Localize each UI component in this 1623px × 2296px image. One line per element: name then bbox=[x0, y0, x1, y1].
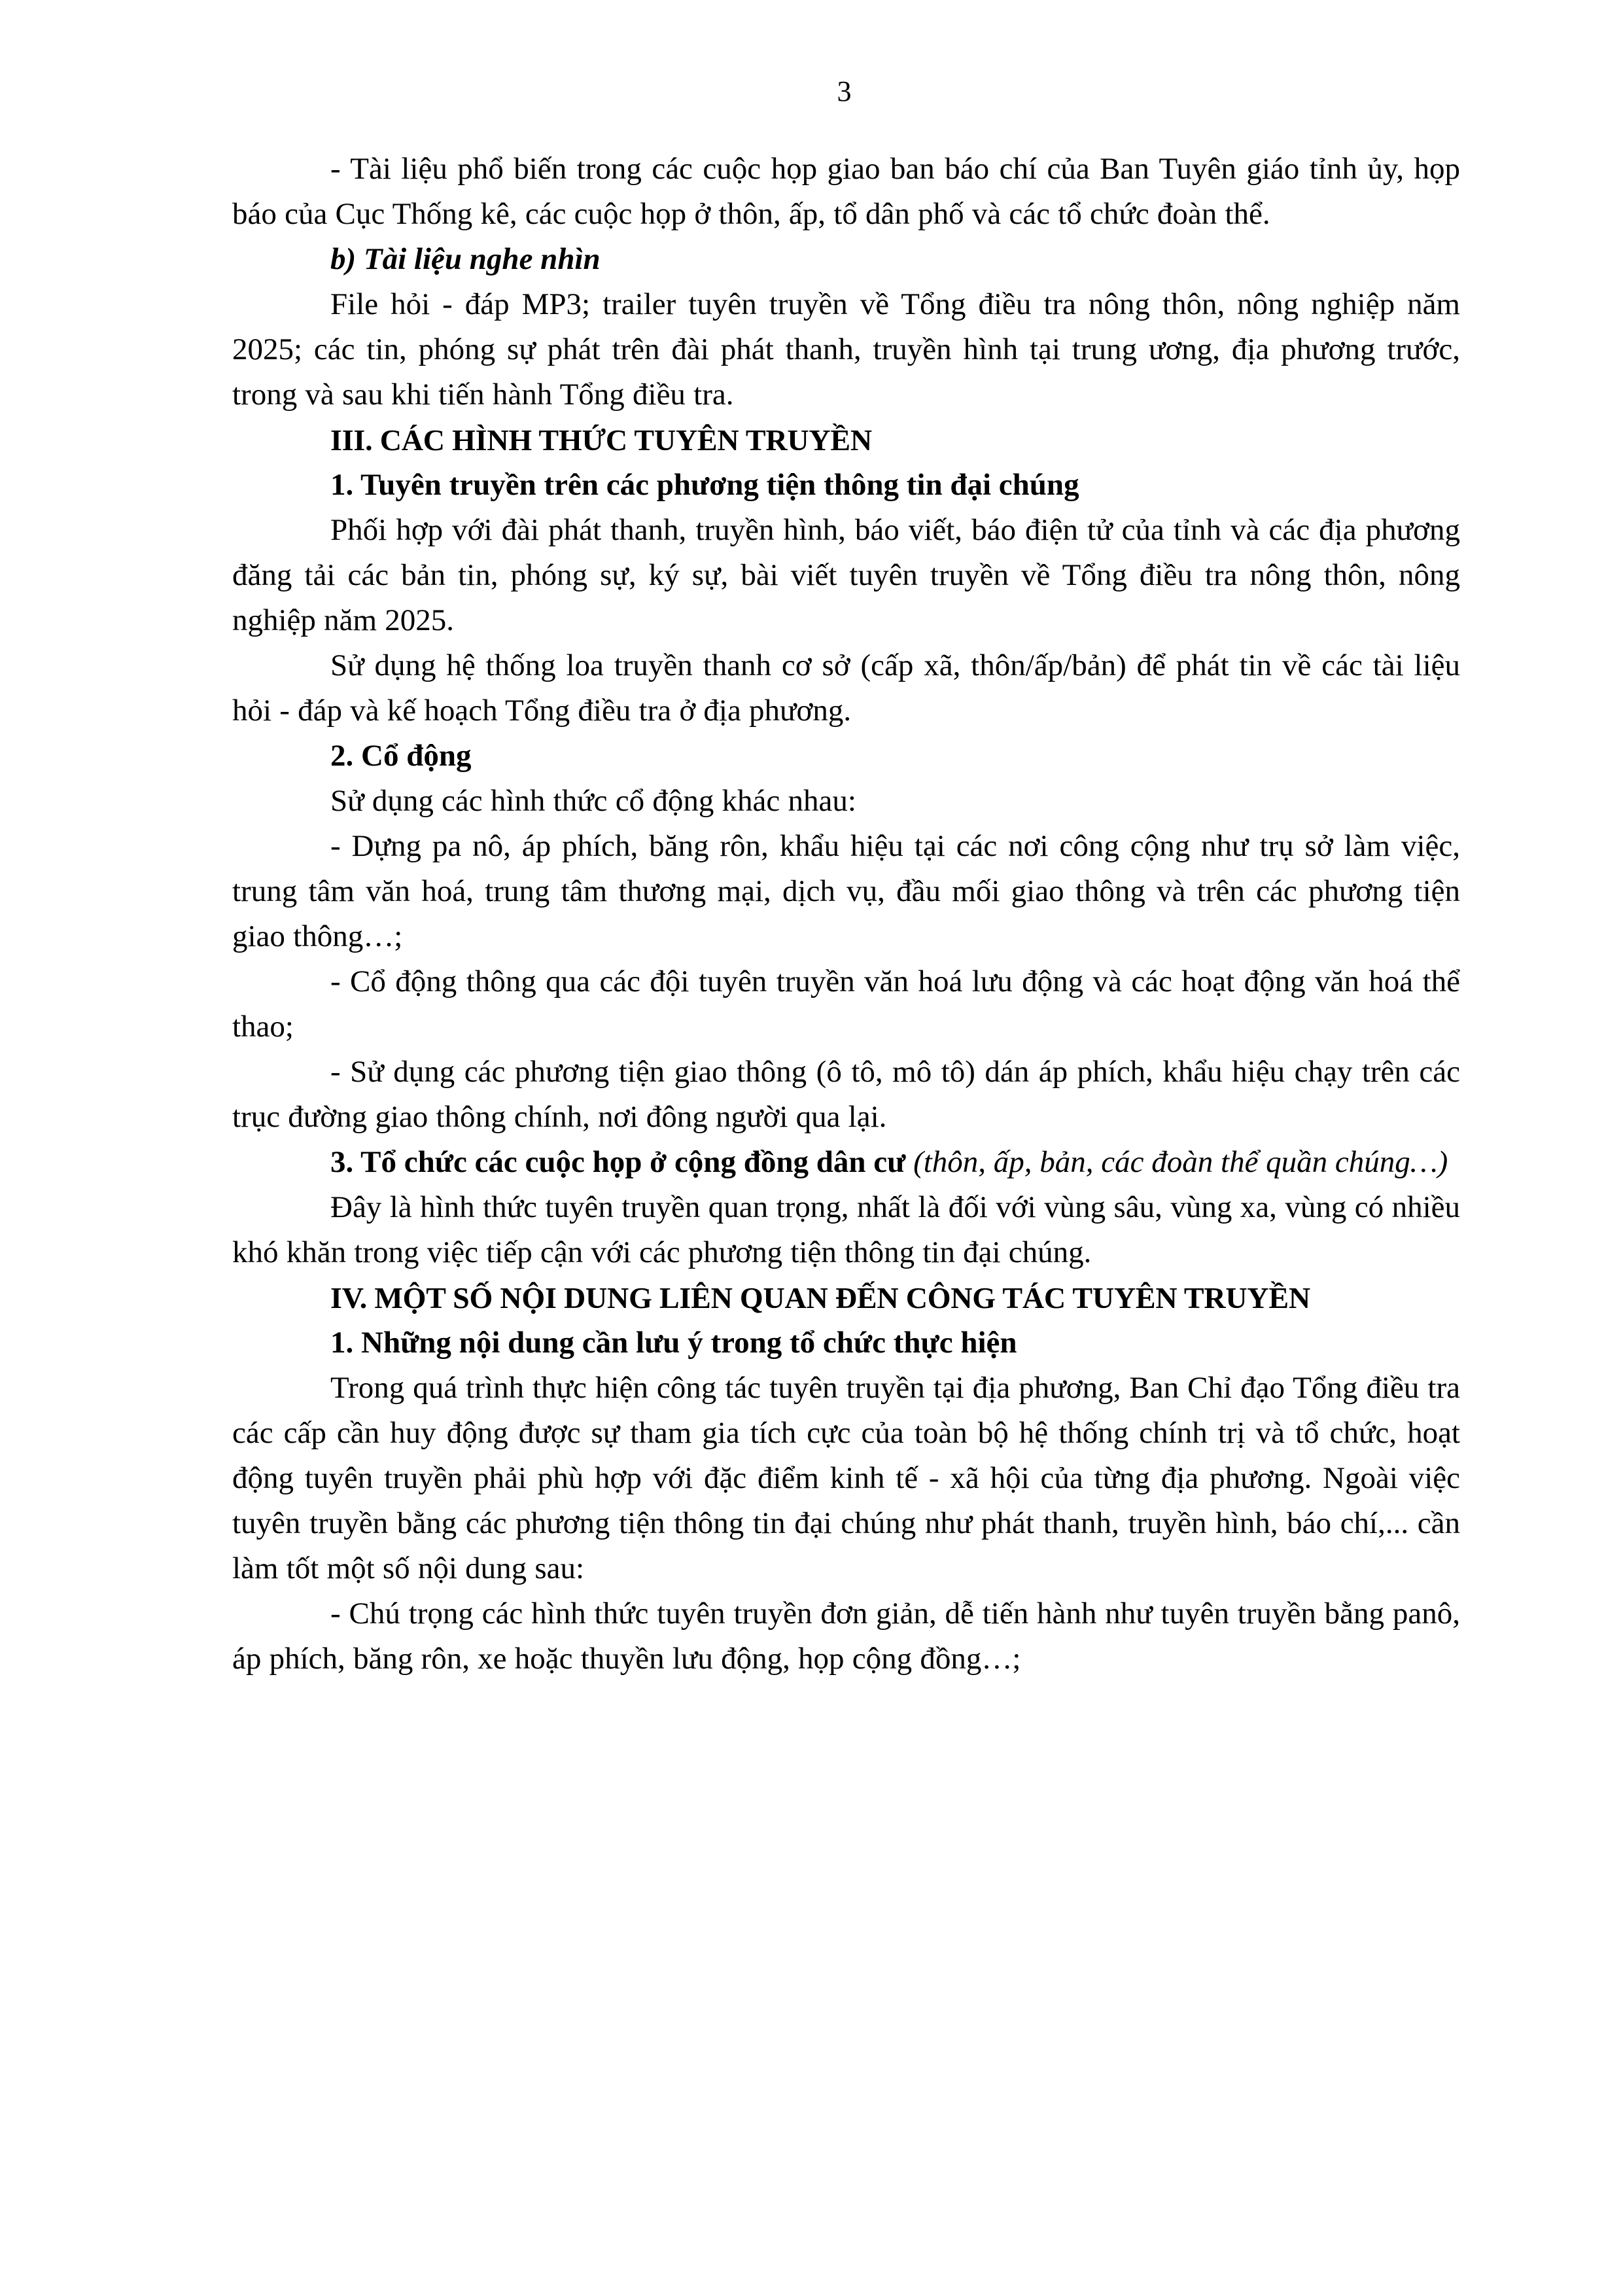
paragraph-file-hoi-dap: File hỏi - đáp MP3; trailer tuyên truyền về Tổng điều tra nông thôn, nông nghiệp năm 2025; các tin, phóng sự phát trên đài phát thanh, truyền hình tại trung ương, địa phương trước, trong và sau khi tiến hành Tổng điều tra. bbox=[232, 287, 1460, 412]
paragraph-phoi-hop-dai-phat-thanh: Phối hợp với đài phát thanh, truyền hình, báo viết, báo điện tử của tỉnh và các địa phương đăng tải các bản tin, phóng sự, ký sự, bài viết tuyên truyền về Tổng điều tra nông thôn, nông nghiệp năm 2025. bbox=[232, 513, 1460, 637]
heading-iii-cac-hinh-thuc-tuyen-truyen: III. CÁC HÌNH THỨC TUYÊN TRUYỀN bbox=[330, 423, 872, 457]
page-content-column bbox=[232, 0, 1460, 1682]
paragraph-co-dong-doi-tuyen-truyen: - Cổ động thông qua các đội tuyên truyền văn hoá lưu động và các hoạt động văn hoá thể thao; bbox=[232, 964, 1460, 1044]
paragraph-dung-pa-no-ap-phich: - Dựng pa nô, áp phích, băng rôn, khẩu hiệu tại các nơi công cộng như trụ sở làm việc, trung tâm văn hoá, trung tâm thương mại, dịch vụ, đầu mối giao thông và trên các phương tiện giao thông…; bbox=[232, 829, 1460, 953]
paragraph-su-dung-phuong-tien-giao-thong: - Sử dụng các phương tiện giao thông (ô tô, mô tô) dán áp phích, khẩu hiệu chạy trên các trục đường giao thông chính, nơi đông người qua lại. bbox=[232, 1055, 1460, 1134]
paragraph-trong-qua-trinh-thuc-hien: Trong quá trình thực hiện công tác tuyên truyền tại địa phương, Ban Chỉ đạo Tổng điều tra các cấp cần huy động được sự tham gia tích cực của toàn bộ hệ thống chính trị và tổ chức, hoạt động tuyên truyền phải phù hợp với đặc điểm kinh tế - xã hội của từng địa phương. Ngoài việc tuyên truyền bằng các phương tiện thông tin đại chúng như phát thanh, truyền hình, báo chí,... cần làm tốt một số nội dung sau: bbox=[232, 1371, 1460, 1585]
heading-iii-3-bold-part: 3. Tổ chức các cuộc họp ở cộng đồng dân cư bbox=[330, 1145, 914, 1179]
paragraph-su-dung-hinh-thuc-co-dong: Sử dụng các hình thức cổ động khác nhau: bbox=[330, 784, 856, 818]
paragraph-day-la-hinh-thuc-quan-trong: Đây là hình thức tuyên truyền quan trọng, nhất là đối với vùng sâu, vùng xa, vùng có nhiều khó khăn trong việc tiếp cận với các phương tiện thông tin đại chúng. bbox=[232, 1190, 1460, 1269]
paragraph-tai-lieu-pho-bien: - Tài liệu phổ biến trong các cuộc họp giao ban báo chí của Ban Tuyên giáo tỉnh ủy, họp báo của Cục Thống kê, các cuộc họp ở thôn, ấp, tổ dân phố và các tổ chức đoàn thể. bbox=[232, 152, 1460, 231]
paragraph-chu-trong-hinh-thuc-don-gian: - Chú trọng các hình thức tuyên truyền đơn giản, dễ tiến hành như tuyên truyền bằng panô, áp phích, băng rôn, xe hoặc thuyền lưu động, họp cộng đồng…; bbox=[232, 1597, 1460, 1676]
heading-iv-mot-so-noi-dung-lien-quan: IV. MỘT SỐ NỘI DUNG LIÊN QUAN ĐẾN CÔNG TÁC TUYÊN TRUYỀN bbox=[330, 1281, 1310, 1315]
paragraph-su-dung-loa-truyen-thanh: Sử dụng hệ thống loa truyền thanh cơ sở (cấp xã, thôn/ấp/bản) để phát tin về các tài liệu hỏi - đáp và kế hoạch Tổng điều tra ở địa phương. bbox=[232, 648, 1460, 728]
heading-iii-2-co-dong: 2. Cổ động bbox=[330, 739, 472, 773]
heading-iii-3-to-chuc-cuoc-hop bbox=[232, 1140, 1460, 1185]
heading-b-tai-lieu-nghe-nhin: b) Tài liệu nghe nhìn bbox=[330, 242, 601, 276]
heading-iii-3-italic-part: (thôn, ấp, bản, các đoàn thể quần chúng…) bbox=[913, 1145, 1448, 1179]
heading-iii-1-tuyen-truyen-phuong-tien: 1. Tuyên truyền trên các phương tiện thông tin đại chúng bbox=[330, 468, 1079, 502]
page-number: 3 bbox=[837, 75, 852, 107]
document-body bbox=[232, 106, 1460, 1682]
heading-iv-1-nhung-noi-dung-can-luu-y: 1. Những nội dung cần lưu ý trong tổ chức thực hiện bbox=[330, 1326, 1017, 1360]
